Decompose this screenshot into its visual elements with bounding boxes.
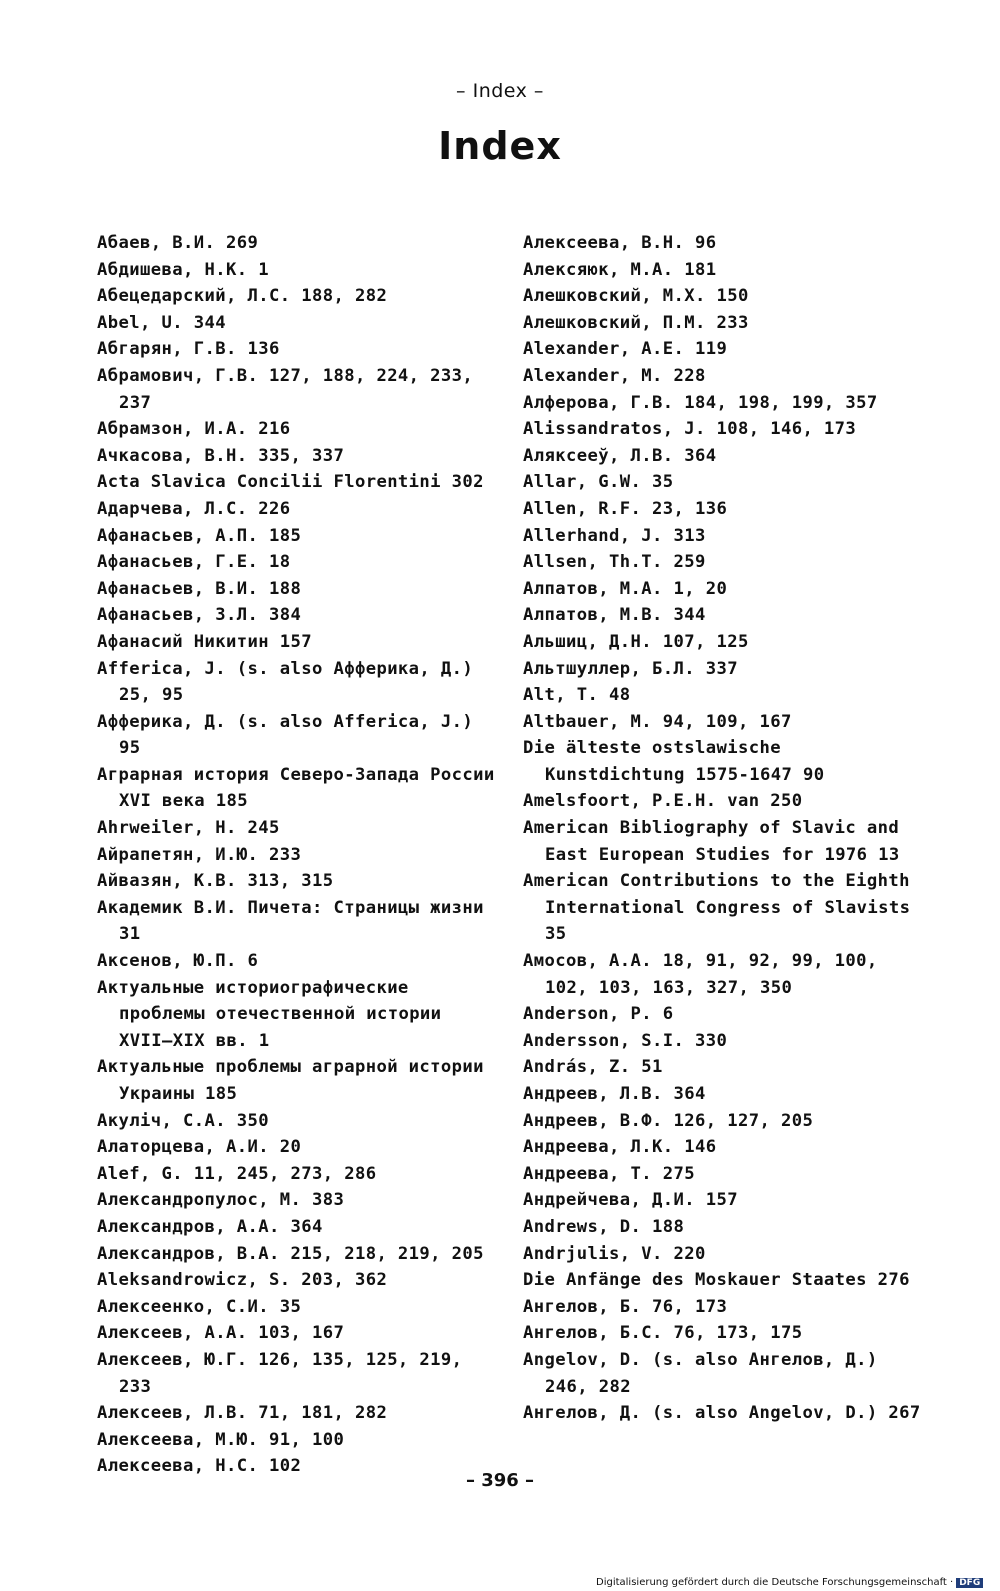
index-entry: Алексяюк, М.А. 181	[523, 259, 717, 280]
index-entry: Абдишева, Н.К. 1	[97, 259, 269, 280]
index-entry: Алешковский, П.М. 233	[523, 312, 749, 333]
index-entry: Абгарян, Г.В. 136	[97, 339, 280, 360]
index-entry: Allerhand, J. 313	[523, 525, 706, 546]
index-entry: Альтшуллер, Б.Л. 337	[523, 658, 738, 679]
page-number: – 396 –	[465, 1470, 535, 1491]
index-entry: Акуліч, С.А. 350	[97, 1110, 269, 1131]
index-entry: Алексеев, А.А. 103, 167	[97, 1323, 345, 1344]
digitization-footer	[596, 1577, 996, 1588]
index-entry: Абрамзон, И.А. 216	[97, 419, 291, 440]
index-entry: Андреева, Т. 275	[523, 1163, 695, 1184]
index-entry: Альшиц, Д.Н. 107, 125	[523, 631, 749, 652]
index-entry: Andersson, S.I. 330	[523, 1030, 728, 1051]
index-entry: Allsen, Th.T. 259	[523, 552, 706, 573]
page-title: Index	[438, 124, 562, 168]
index-entry: Айрапетян, И.Ю. 233	[97, 844, 302, 865]
index-entry: Алексеев, Л.В. 71, 181, 282	[97, 1403, 388, 1424]
index-column-right	[523, 230, 923, 1427]
index-entry: Altbauer, M. 94, 109, 167	[523, 711, 792, 732]
index-entry: Амосов, А.А. 18, 91, 92, 99, 100, 102, 103, 163, 327, 350	[523, 951, 878, 998]
index-entry: Алферова, Г.В. 184, 198, 199, 357	[523, 392, 878, 413]
index-entry: Андреев, Л.В. 364	[523, 1084, 706, 1104]
index-entry: Андреева, Л.К. 146	[523, 1137, 717, 1158]
index-entry: Ангелов, Б. 76, 173	[523, 1296, 728, 1317]
index-entry: Абрамович, Г.В. 127, 188, 224, 233, 237	[97, 365, 474, 413]
index-entry: Александров, А.А. 364	[97, 1216, 323, 1237]
index-entry: Айвазян, К.В. 313, 315	[97, 871, 334, 892]
index-entry: Abel, U. 344	[97, 312, 226, 333]
index-entry: Acta Slavica Concilii Florentini 302	[97, 472, 484, 493]
index-entry: Allen, R.F. 23, 136	[523, 498, 728, 519]
index-entry: Afferica, J. (s. also Афферика, Д.) 25, 95	[97, 658, 474, 706]
index-entry: Aleksandrowicz, S. 203, 362	[97, 1270, 388, 1291]
index-entry: Andrjulis, V. 220	[523, 1243, 706, 1264]
index-entry: Allar, G.W. 35	[523, 472, 674, 493]
index-entry: Алешковский, М.Х. 150	[523, 286, 749, 307]
index-entry: Alt, T. 48	[523, 685, 631, 706]
index-entry: Афанасьев, А.П. 185	[97, 525, 302, 546]
index-entry: András, Z. 51	[523, 1057, 663, 1078]
index-entry: Актуальные историографические проблемы отечественной истории XVII–XIX вв. 1	[97, 977, 442, 1051]
index-entry: Андреев, В.Ф. 126, 127, 205	[523, 1110, 814, 1131]
index-entry: Алексеенко, С.И. 35	[97, 1296, 302, 1317]
index-entry: Ahrweiler, H. 245	[97, 818, 280, 839]
index-entry: Алексеев, Ю.Г. 126, 135, 125, 219, 233	[97, 1349, 463, 1397]
index-entry: Алпатов, М.В. 344	[523, 605, 706, 626]
index-entry: Аксенов, Ю.П. 6	[97, 951, 259, 972]
digitization-note: Digitalisierung gefördert durch die Deutsche Forschungsgemeinschaft ·	[596, 1577, 954, 1588]
dfg-logo: DFG	[956, 1578, 983, 1588]
index-entry: Ангелов, Д. (s. also Angelov, D.) 267	[523, 1403, 921, 1424]
index-entry: Александропулос, М. 383	[97, 1190, 345, 1211]
index-entry: Алпатов, М.А. 1, 20	[523, 578, 728, 599]
index-entry: American Bibliography of Slavic and East European Studies for 1976 13	[523, 818, 900, 865]
index-entry: Alef, G. 11, 245, 273, 286	[97, 1163, 377, 1184]
index-entry: Ачкасова, В.Н. 335, 337	[97, 445, 345, 466]
index-entry: Аграрная история Северо-Запада России XVI века 185	[97, 764, 495, 812]
index-entry: Алексеева, Н.С. 102	[97, 1456, 302, 1477]
index-entry: Актуальные проблемы аграрной истории Украины 185	[97, 1057, 484, 1104]
index-entry: Die älteste ostslawische Kunstdichtung 1575-1647 90	[523, 738, 825, 785]
index-entry: Anderson, P. 6	[523, 1004, 674, 1025]
index-entry: Афанасий Никитин 157	[97, 631, 312, 652]
index-entry: Amelsfoort, P.E.H. van 250	[523, 791, 803, 812]
index-entry: Абецедарский, Л.С. 188, 282	[97, 286, 388, 307]
index-entry: American Contributions to the Eighth International Congress of Slavists 35	[523, 871, 911, 945]
index-entry: Angelov, D. (s. also Ангелов, Д.) 246, 282	[523, 1349, 878, 1397]
index-entry: Алаторцева, А.И. 20	[97, 1137, 302, 1158]
index-entry: Alexander, A.E. 119	[523, 339, 728, 360]
index-entry: Абаев, В.И. 269	[97, 233, 259, 253]
index-entry: Die Anfänge des Moskauer Staates 276	[523, 1270, 910, 1291]
index-entry: Алексеева, М.Ю. 91, 100	[97, 1429, 345, 1450]
running-head: – Index –	[456, 80, 544, 102]
index-entry: Andrews, D. 188	[523, 1216, 685, 1237]
index-entry: Александров, В.А. 215, 218, 219, 205	[97, 1243, 484, 1264]
index-entry: Андрейчева, Д.И. 157	[523, 1190, 738, 1211]
index-entry: Афанасьев, З.Л. 384	[97, 605, 302, 626]
index-entry: Alissandratos, J. 108, 146, 173	[523, 419, 857, 440]
index-entry: Адарчева, Л.С. 226	[97, 498, 291, 519]
index-entry: Афферика, Д. (s. also Afferica, J.) 95	[97, 711, 474, 759]
index-entry: Ангелов, Б.С. 76, 173, 175	[523, 1323, 803, 1344]
index-entry: Академик В.И. Пичета: Страницы жизни 31	[97, 897, 484, 945]
index-column-left	[97, 230, 497, 1480]
index-entry: Афанасьев, Г.Е. 18	[97, 552, 291, 573]
index-entry: Афанасьев, В.И. 188	[97, 578, 302, 599]
index-entry: Аляксееў, Л.В. 364	[523, 445, 717, 466]
index-entry: Alexander, M. 228	[523, 365, 706, 386]
index-entry: Алексеева, В.Н. 96	[523, 233, 717, 253]
